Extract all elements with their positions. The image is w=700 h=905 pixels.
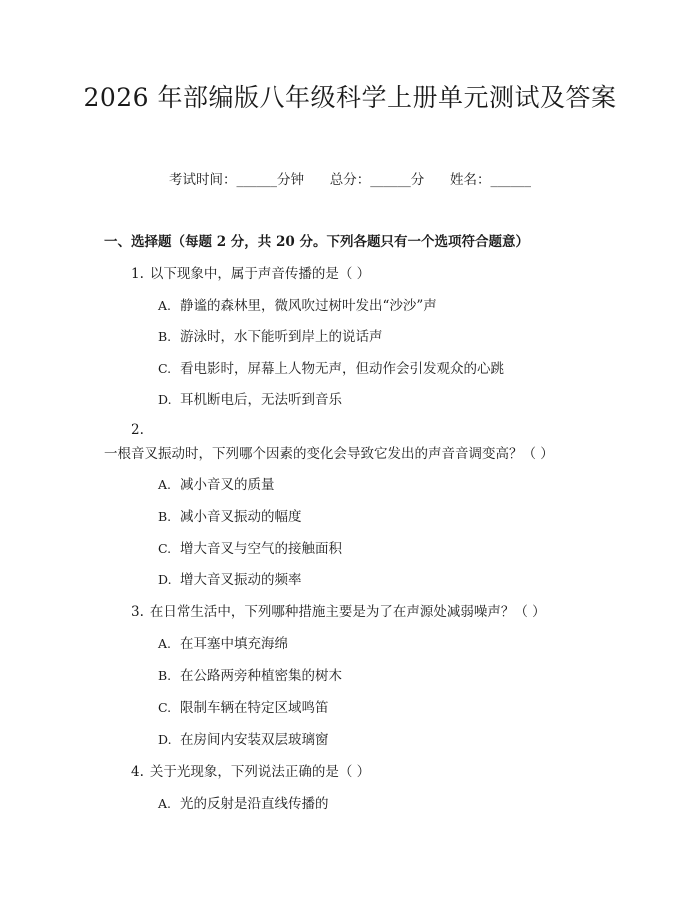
option-text: 增大音叉振动的频率 <box>180 572 302 588</box>
option-text: 在公路两旁种植密集的树木 <box>180 668 342 684</box>
option-text: 静谧的森林里，微风吹过树叶发出“沙沙”声 <box>180 298 437 314</box>
question-4 <box>131 760 370 780</box>
option-1a <box>158 294 437 314</box>
option-letter: B. <box>158 329 172 344</box>
document-title: 2026 年部编版八年级科学上册单元测试及答案 <box>83 83 617 112</box>
option-text: 游泳时，水下能听到岸上的说话声 <box>180 329 383 345</box>
question-number: 3. <box>131 604 144 620</box>
option-text: 增大音叉与空气的接触面积 <box>180 541 342 557</box>
option-2b <box>158 505 302 525</box>
question-number: 2. <box>131 422 144 438</box>
option-text: 减小音叉的质量 <box>180 477 275 493</box>
option-3d <box>158 728 329 748</box>
option-letter: A. <box>158 796 172 811</box>
option-letter: A. <box>158 636 172 651</box>
option-text: 在房间内安装双层玻璃窗 <box>180 732 329 748</box>
section-heading: 一、选择题（每题 2 分，共 20 分。下列各题只有一个选项符合题意） <box>104 234 529 250</box>
option-2a <box>158 473 275 493</box>
question-text: 关于光现象，下列说法正确的是（ ） <box>149 764 371 780</box>
option-letter: B. <box>158 668 172 683</box>
exam-info-line: 考试时间：______分钟 总分：______分 姓名：______ <box>169 172 531 188</box>
option-2c <box>158 537 342 557</box>
option-text: 光的反射是沿直线传播的 <box>180 796 329 812</box>
option-3a <box>158 632 288 652</box>
option-text: 耳机断电后，无法听到音乐 <box>180 392 342 408</box>
option-letter: C. <box>158 700 172 715</box>
question-1 <box>131 262 370 282</box>
option-letter: C. <box>158 361 172 376</box>
option-letter: C. <box>158 541 172 556</box>
question-text: 在日常生活中，下列哪种措施主要是为了在声源处减弱噪声？（ ） <box>149 604 546 620</box>
question-3 <box>131 600 546 620</box>
question-2 <box>104 418 594 466</box>
option-letter: A. <box>158 298 172 313</box>
option-1b <box>158 325 383 345</box>
option-3c <box>158 696 329 716</box>
option-2d <box>158 568 302 588</box>
option-text: 看电影时，屏幕上人物无声，但动作会引发观众的心跳 <box>180 361 504 377</box>
question-number: 4. <box>131 764 144 780</box>
question-number: 1. <box>131 266 144 282</box>
option-text: 减小音叉振动的幅度 <box>180 509 302 525</box>
option-letter: D. <box>158 392 172 407</box>
option-text: 在耳塞中填充海绵 <box>180 636 288 652</box>
option-letter: D. <box>158 732 172 747</box>
option-text: 限制车辆在特定区域鸣笛 <box>180 700 329 716</box>
option-3b <box>158 664 342 684</box>
option-1c <box>158 357 504 377</box>
option-1d <box>158 388 342 408</box>
question-text: 一根音叉振动时，下列哪个因素的变化会导致它发出的声音音调变高？（ ） <box>104 446 554 462</box>
option-4a <box>158 792 329 812</box>
option-letter: D. <box>158 572 172 587</box>
question-text: 以下现象中，属于声音传播的是（ ） <box>149 266 371 282</box>
option-letter: A. <box>158 477 172 492</box>
option-letter: B. <box>158 509 172 524</box>
